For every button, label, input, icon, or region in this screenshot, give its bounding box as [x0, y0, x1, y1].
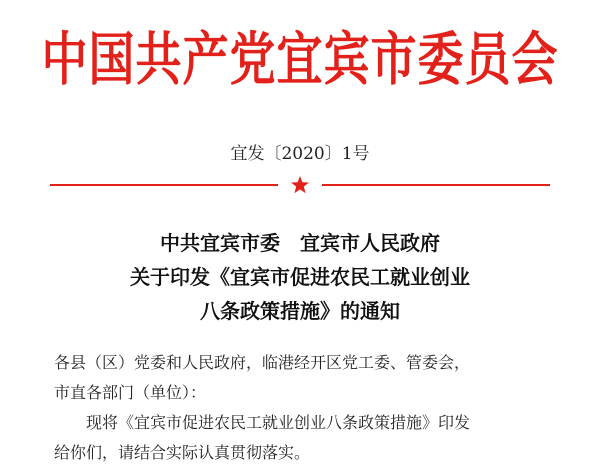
notice-title	[0, 226, 600, 328]
title-line-1: 中共宜宾市委 宜宾市人民政府	[160, 231, 440, 255]
paragraph-line-2: 给你们，请结合实际认真贯彻落实。	[54, 443, 311, 462]
notice-body	[54, 348, 574, 468]
paragraph-line-1: 现将《宜宾市促进农民工就业创业八条政策措施》印发	[86, 413, 471, 432]
salutation-line-2: 市直各部门（单位）：	[54, 383, 207, 402]
red-divider	[50, 175, 550, 195]
divider-line-right	[322, 184, 550, 186]
document-number: 宜发〔2020〕1号	[230, 144, 370, 164]
title-line-2: 关于印发《宜宾市促进农民工就业创业	[130, 265, 470, 289]
salutation-line-1: 各县（区）党委和人民政府，临港经开区党工委、管委会，	[54, 353, 471, 372]
title-line-3: 八条政策措施》的通知	[200, 299, 400, 323]
issuer-header: 中国共产党宜宾市委员会	[41, 25, 559, 93]
star-icon	[290, 175, 310, 195]
divider-line-left	[50, 184, 278, 186]
